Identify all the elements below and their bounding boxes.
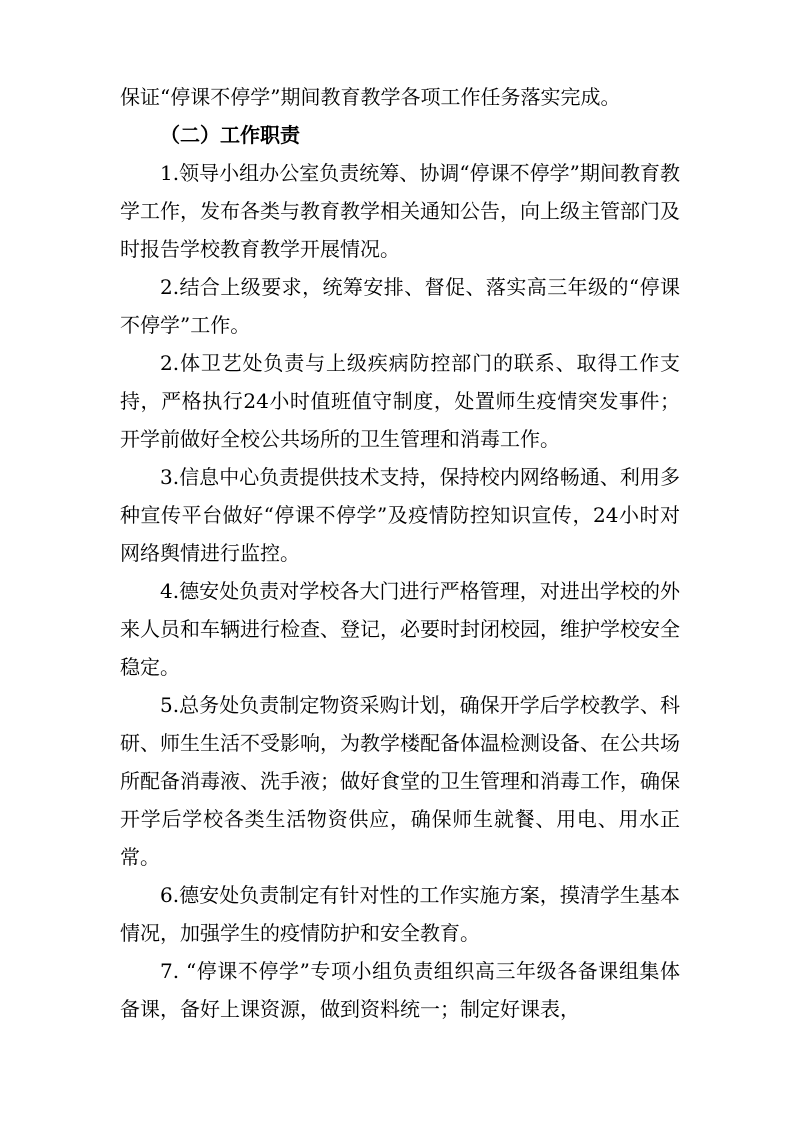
duty-item-6: 6.德安处负责制定有针对性的工作实施方案，摸清学生基本情况，加强学生的疫情防护和安全教育。 (120, 883, 680, 945)
duty-item-2b: 2.体卫艺处负责与上级疾病防控部门的联系、取得工作支持，严格执行24小时值班值守制度，处置师生疫情突发事件；开学前做好全校公共场所的卫生管理和消毒工作。 (120, 351, 680, 451)
duty-item-5: 5.总务处负责制定物资采购计划，确保开学后学校教学、科研、师生生活不受影响，为教学楼配备体温检测设备、在公共场所配备消毒液、洗手液；做好食堂的卫生管理和消毒工作，确保开学后学校各类生活物资供应，确保师生就餐、用电、用水正常。 (120, 693, 680, 869)
paragraph-continuation: 保证“停课不停学”期间教育教学各项工作任务落实完成。 (120, 85, 621, 109)
duty-item-2a: 2.结合上级要求，统筹安排、督促、落实高三年级的“停课不停学”工作。 (120, 275, 680, 337)
section-heading: （二）工作职责 (160, 123, 300, 147)
duty-item-7: 7. “停课不停学”专项小组负责组织高三年级各备课组集体备课，备好上课资源，做到资料统一；制定好课表， (120, 959, 680, 1021)
duty-item-4: 4.德安处负责对学校各大门进行严格管理，对进出学校的外来人员和车辆进行检查、登记，必要时封闭校园，维护学校安全稳定。 (120, 579, 680, 679)
document-body (120, 78, 680, 1028)
duty-item-3: 3.信息中心负责提供技术支持，保持校内网络畅通、利用多种宣传平台做好“停课不停学”及疫情防控知识宣传，24小时对网络舆情进行监控。 (120, 465, 680, 565)
duty-item-1: 1.领导小组办公室负责统筹、协调“停课不停学”期间教育教学工作，发布各类与教育教学相关通知公告，向上级主管部门及时报告学校教育教学开展情况。 (120, 161, 680, 261)
